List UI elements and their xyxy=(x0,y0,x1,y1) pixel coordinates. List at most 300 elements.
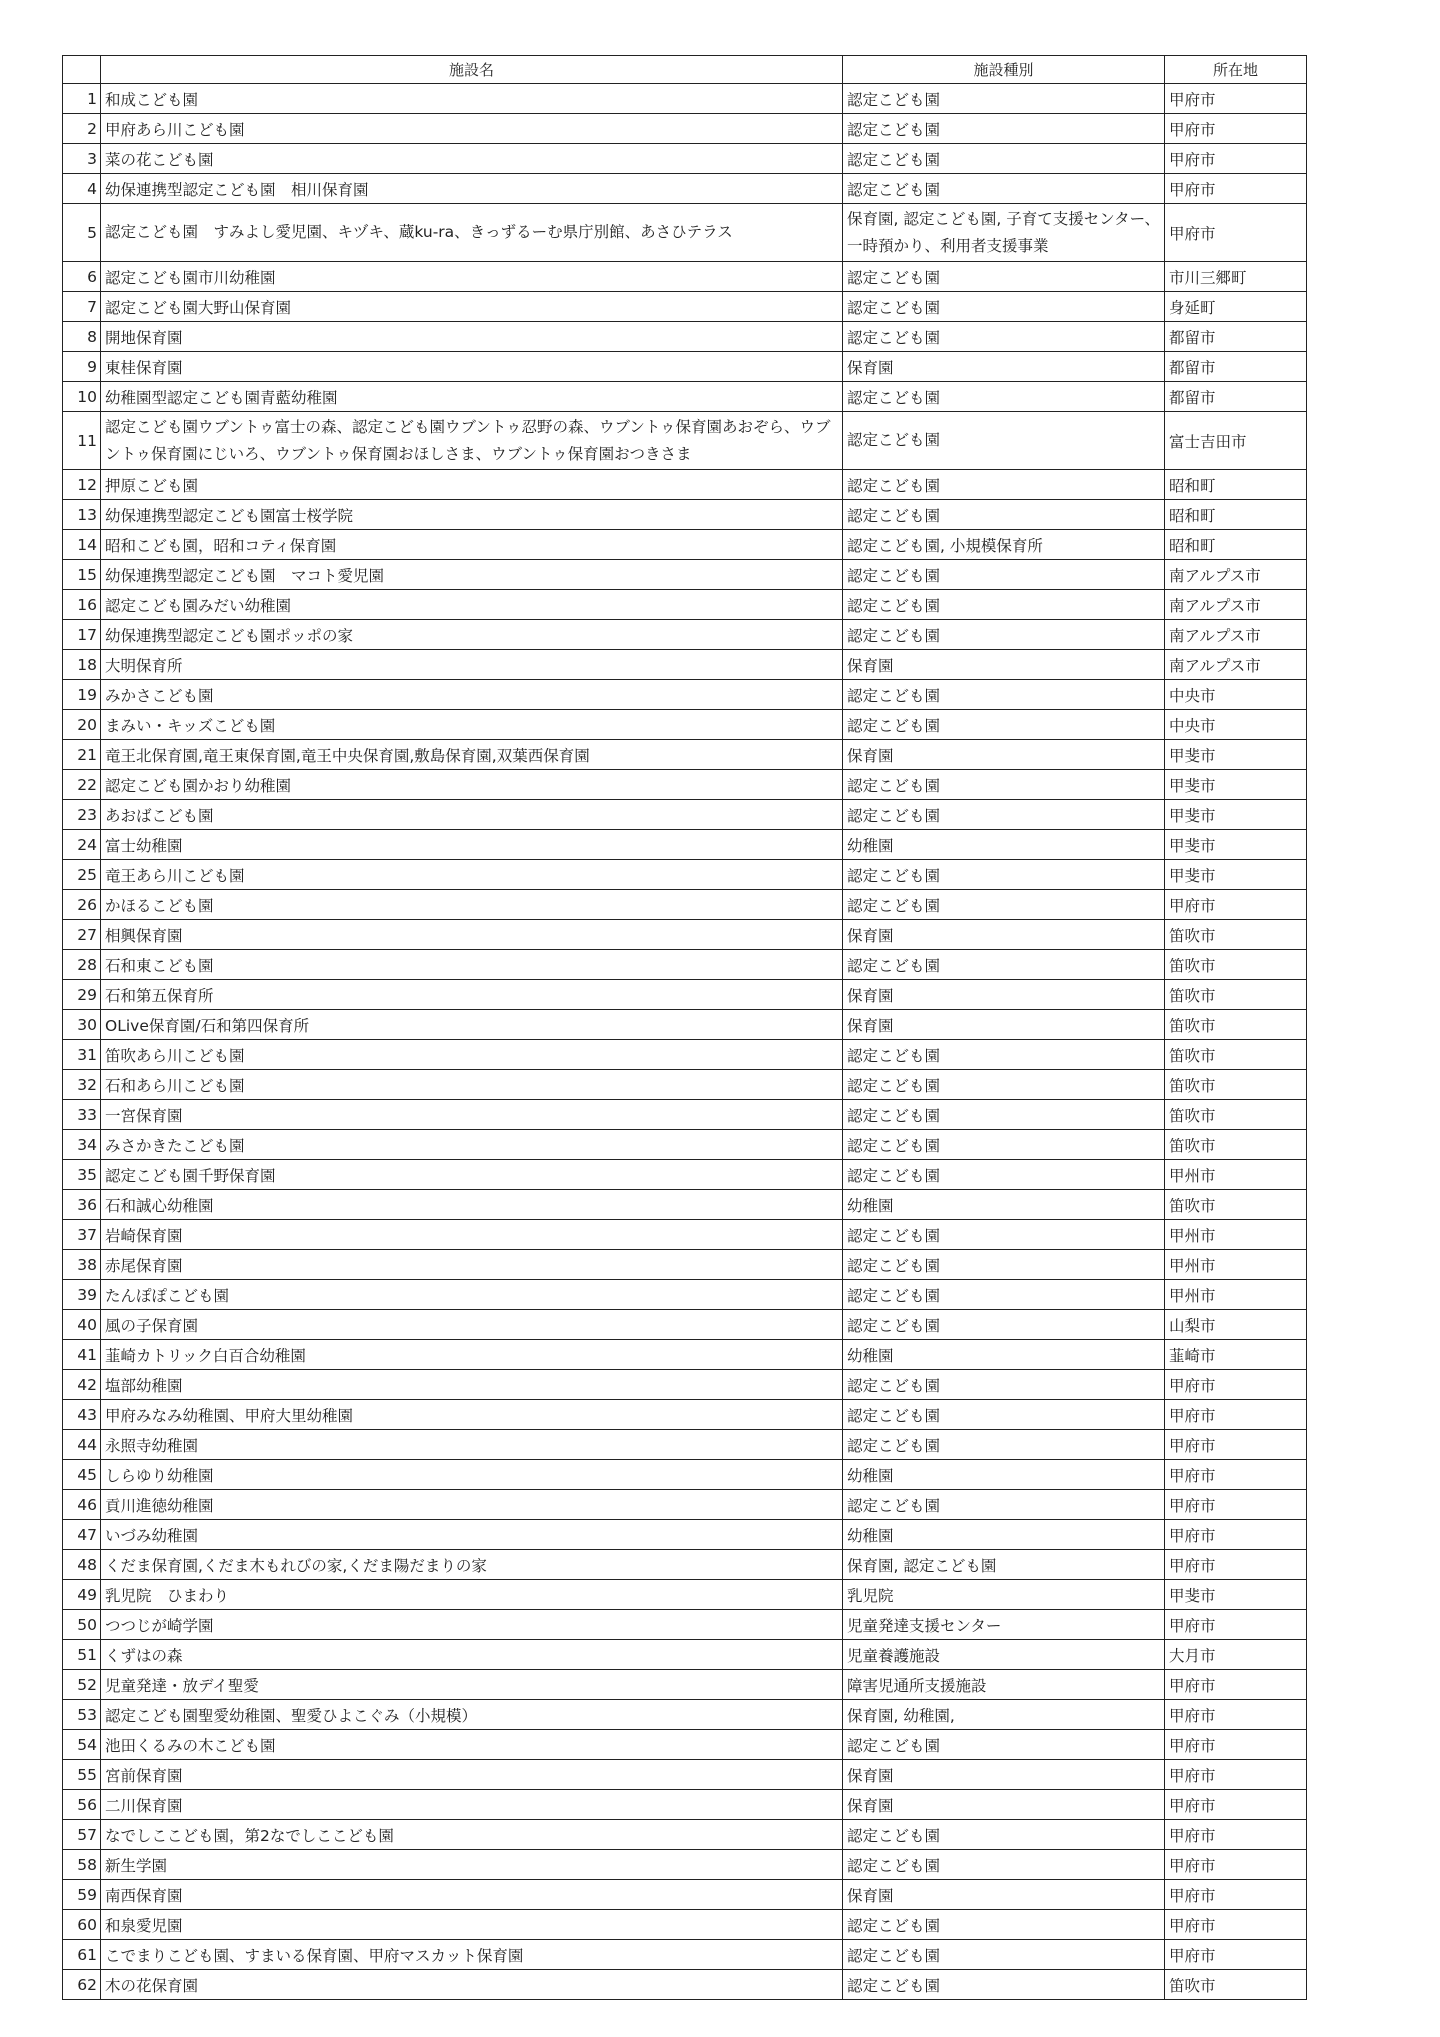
facility-location: 笛吹市 xyxy=(1165,980,1307,1010)
facility-name: 菜の花こども園 xyxy=(101,144,843,174)
row-number: 53 xyxy=(63,1700,101,1730)
table-row xyxy=(63,144,1307,174)
row-number: 16 xyxy=(63,590,101,620)
facility-type: 認定こども園 xyxy=(843,710,1165,740)
facility-name: 木の花保育園 xyxy=(101,1970,843,2000)
facility-name: みさかきたこども園 xyxy=(101,1130,843,1160)
facility-type: 保育園 xyxy=(843,352,1165,382)
row-number: 15 xyxy=(63,560,101,590)
facility-location: 甲府市 xyxy=(1165,144,1307,174)
table-row xyxy=(63,1550,1307,1580)
facility-type: 幼稚園 xyxy=(843,1460,1165,1490)
table-row xyxy=(63,830,1307,860)
facility-name: くだま保育園,くだま木もれびの家,くだま陽だまりの家 xyxy=(101,1550,843,1580)
table-row xyxy=(63,770,1307,800)
facility-name: くずはの森 xyxy=(101,1640,843,1670)
row-number: 31 xyxy=(63,1040,101,1070)
facility-type: 児童養護施設 xyxy=(843,1640,1165,1670)
row-number: 54 xyxy=(63,1730,101,1760)
facility-type: 認定こども園 xyxy=(843,1130,1165,1160)
facility-name: 宮前保育園 xyxy=(101,1760,843,1790)
table-row xyxy=(63,352,1307,382)
facility-name: 認定こども園かおり幼稚園 xyxy=(101,770,843,800)
table-row xyxy=(63,740,1307,770)
row-number: 45 xyxy=(63,1460,101,1490)
facility-name: 児童発達・放デイ聖愛 xyxy=(101,1670,843,1700)
facility-name: 昭和こども園，昭和コティ保育園 xyxy=(101,530,843,560)
facility-location: 甲府市 xyxy=(1165,1670,1307,1700)
table-row xyxy=(63,1700,1307,1730)
facility-location: 笛吹市 xyxy=(1165,1130,1307,1160)
row-number: 58 xyxy=(63,1850,101,1880)
facility-location: 甲府市 xyxy=(1165,1550,1307,1580)
facility-type: 認定こども園 xyxy=(843,1280,1165,1310)
row-number: 43 xyxy=(63,1400,101,1430)
row-number: 32 xyxy=(63,1070,101,1100)
facility-type: 認定こども園 xyxy=(843,322,1165,352)
row-number: 1 xyxy=(63,84,101,114)
facility-name: いづみ幼稚園 xyxy=(101,1520,843,1550)
facility-type: 乳児院 xyxy=(843,1580,1165,1610)
facility-name: 赤尾保育園 xyxy=(101,1250,843,1280)
row-number: 33 xyxy=(63,1100,101,1130)
facility-name: 石和東こども園 xyxy=(101,950,843,980)
row-number: 37 xyxy=(63,1220,101,1250)
table-row xyxy=(63,890,1307,920)
row-number: 57 xyxy=(63,1820,101,1850)
facility-type: 認定こども園 xyxy=(843,770,1165,800)
facility-name: 新生学園 xyxy=(101,1850,843,1880)
facility-name: かほるこども園 xyxy=(101,890,843,920)
row-number: 4 xyxy=(63,174,101,204)
facility-location: 笛吹市 xyxy=(1165,1070,1307,1100)
table-row xyxy=(63,1130,1307,1160)
table-row xyxy=(63,84,1307,114)
facility-location: 甲斐市 xyxy=(1165,830,1307,860)
table-row xyxy=(63,710,1307,740)
facility-name: あおばこども園 xyxy=(101,800,843,830)
facility-type: 認定こども園 xyxy=(843,680,1165,710)
row-number: 23 xyxy=(63,800,101,830)
facility-name: こでまりこども園、すまいる保育園、甲府マスカット保育園 xyxy=(101,1940,843,1970)
facility-location: 甲府市 xyxy=(1165,1430,1307,1460)
facility-name: 認定こども園市川幼稚園 xyxy=(101,262,843,292)
table-row xyxy=(63,950,1307,980)
table-row xyxy=(63,1250,1307,1280)
table-row xyxy=(63,1220,1307,1250)
row-number: 50 xyxy=(63,1610,101,1640)
table-row xyxy=(63,1340,1307,1370)
row-number: 5 xyxy=(63,204,101,262)
facility-name: 東桂保育園 xyxy=(101,352,843,382)
row-number: 42 xyxy=(63,1370,101,1400)
facility-type: 認定こども園, 小規模保育所 xyxy=(843,530,1165,560)
row-number: 14 xyxy=(63,530,101,560)
facility-location: 甲府市 xyxy=(1165,1370,1307,1400)
facility-name: 認定こども園千野保育園 xyxy=(101,1160,843,1190)
row-number: 20 xyxy=(63,710,101,740)
row-number: 35 xyxy=(63,1160,101,1190)
facility-name: 韮崎カトリック白百合幼稚園 xyxy=(101,1340,843,1370)
facility-type: 認定こども園 xyxy=(843,1430,1165,1460)
facility-location: 甲府市 xyxy=(1165,1760,1307,1790)
table-row xyxy=(63,1940,1307,1970)
facility-name: 岩崎保育園 xyxy=(101,1220,843,1250)
table-row xyxy=(63,1520,1307,1550)
facility-location: 甲州市 xyxy=(1165,1280,1307,1310)
facility-name: なでしここども園，第2なでしここども園 xyxy=(101,1820,843,1850)
facility-type: 保育園 xyxy=(843,920,1165,950)
row-number: 30 xyxy=(63,1010,101,1040)
table-row xyxy=(63,1580,1307,1610)
facility-type: 幼稚園 xyxy=(843,1340,1165,1370)
row-number: 27 xyxy=(63,920,101,950)
facility-location: 大月市 xyxy=(1165,1640,1307,1670)
facility-type: 障害児通所支援施設 xyxy=(843,1670,1165,1700)
table-row xyxy=(63,1460,1307,1490)
facility-location: 笛吹市 xyxy=(1165,1100,1307,1130)
facility-type: 認定こども園 xyxy=(843,174,1165,204)
row-number: 6 xyxy=(63,262,101,292)
facility-location: 甲府市 xyxy=(1165,1940,1307,1970)
facility-name: 石和あら川こども園 xyxy=(101,1070,843,1100)
facility-location: 甲州市 xyxy=(1165,1160,1307,1190)
row-number: 19 xyxy=(63,680,101,710)
facility-location: 笛吹市 xyxy=(1165,1040,1307,1070)
facility-name: 石和第五保育所 xyxy=(101,980,843,1010)
row-number: 49 xyxy=(63,1580,101,1610)
header-location: 所在地 xyxy=(1165,56,1307,84)
facility-location: 甲州市 xyxy=(1165,1250,1307,1280)
row-number: 29 xyxy=(63,980,101,1010)
row-number: 11 xyxy=(63,412,101,470)
facility-name: 竜王北保育園,竜王東保育園,竜王中央保育園,敷島保育園,双葉西保育園 xyxy=(101,740,843,770)
facility-location: 南アルプス市 xyxy=(1165,560,1307,590)
facility-type: 認定こども園 xyxy=(843,950,1165,980)
facility-name: 南西保育園 xyxy=(101,1880,843,1910)
facility-type: 認定こども園 xyxy=(843,382,1165,412)
facility-type: 認定こども園 xyxy=(843,890,1165,920)
facility-type: 認定こども園 xyxy=(843,292,1165,322)
facility-name: 押原こども園 xyxy=(101,470,843,500)
facility-name: 認定こども園みだい幼稚園 xyxy=(101,590,843,620)
facility-type: 認定こども園 xyxy=(843,1490,1165,1520)
row-number: 2 xyxy=(63,114,101,144)
facility-name: 認定こども園聖愛幼稚園、聖愛ひよこぐみ（小規模） xyxy=(101,1700,843,1730)
facility-name: 竜王あら川こども園 xyxy=(101,860,843,890)
row-number: 52 xyxy=(63,1670,101,1700)
table-row xyxy=(63,1280,1307,1310)
table-row xyxy=(63,530,1307,560)
facility-location: 甲府市 xyxy=(1165,890,1307,920)
table-row xyxy=(63,1160,1307,1190)
facility-name: 相興保育園 xyxy=(101,920,843,950)
facility-type: 保育園 xyxy=(843,740,1165,770)
facility-location: 甲州市 xyxy=(1165,1220,1307,1250)
table-row xyxy=(63,1910,1307,1940)
row-number: 3 xyxy=(63,144,101,174)
facility-location: 甲府市 xyxy=(1165,1610,1307,1640)
row-number: 13 xyxy=(63,500,101,530)
row-number: 41 xyxy=(63,1340,101,1370)
table-row xyxy=(63,1070,1307,1100)
facility-location: 南アルプス市 xyxy=(1165,620,1307,650)
table-row xyxy=(63,1100,1307,1130)
facility-name: 幼保連携型認定こども園富士桜学院 xyxy=(101,500,843,530)
facility-location: 昭和町 xyxy=(1165,500,1307,530)
facility-type: 認定こども園 xyxy=(843,1820,1165,1850)
facility-name: 笛吹あら川こども園 xyxy=(101,1040,843,1070)
facility-location: 市川三郷町 xyxy=(1165,262,1307,292)
facility-location: 南アルプス市 xyxy=(1165,650,1307,680)
table-row xyxy=(63,560,1307,590)
table-row xyxy=(63,620,1307,650)
facility-name: 認定こども園 すみよし愛児園、キヅキ、蔵ku-ra、きっずるーむ県庁別館、あさひテラス xyxy=(101,204,843,262)
row-number: 12 xyxy=(63,470,101,500)
facility-name: 石和誠心幼稚園 xyxy=(101,1190,843,1220)
facility-name: 一宮保育園 xyxy=(101,1100,843,1130)
row-number: 48 xyxy=(63,1550,101,1580)
row-number: 62 xyxy=(63,1970,101,2000)
facility-name: 和成こども園 xyxy=(101,84,843,114)
row-number: 61 xyxy=(63,1940,101,1970)
facility-name: 貢川進徳幼稚園 xyxy=(101,1490,843,1520)
facility-location: 甲府市 xyxy=(1165,1490,1307,1520)
facility-type: 幼稚園 xyxy=(843,830,1165,860)
facility-type: 認定こども園 xyxy=(843,800,1165,830)
facility-type: 認定こども園 xyxy=(843,1070,1165,1100)
facility-location: 笛吹市 xyxy=(1165,1190,1307,1220)
facility-name: 幼保連携型認定こども園 相川保育園 xyxy=(101,174,843,204)
table-row xyxy=(63,1880,1307,1910)
facility-name: 甲府みなみ幼稚園、甲府大里幼稚園 xyxy=(101,1400,843,1430)
facility-type: 認定こども園 xyxy=(843,114,1165,144)
facility-location: 甲府市 xyxy=(1165,84,1307,114)
facility-type: 保育園, 幼稚園, xyxy=(843,1700,1165,1730)
facility-location: 甲斐市 xyxy=(1165,770,1307,800)
row-number: 10 xyxy=(63,382,101,412)
row-number: 60 xyxy=(63,1910,101,1940)
facility-type: 保育園, 認定こども園 xyxy=(843,1550,1165,1580)
facility-type: 保育園 xyxy=(843,980,1165,1010)
facility-name: 開地保育園 xyxy=(101,322,843,352)
facility-type: 保育園 xyxy=(843,1010,1165,1040)
table-row xyxy=(63,1640,1307,1670)
facility-location: 甲府市 xyxy=(1165,1460,1307,1490)
facility-type: 児童発達支援センター xyxy=(843,1610,1165,1640)
row-number: 39 xyxy=(63,1280,101,1310)
facility-name: たんぽぽこども園 xyxy=(101,1280,843,1310)
facility-location: 笛吹市 xyxy=(1165,950,1307,980)
facility-location: 笛吹市 xyxy=(1165,1010,1307,1040)
table-row xyxy=(63,1400,1307,1430)
facility-table xyxy=(62,55,1307,2000)
facility-name: 二川保育園 xyxy=(101,1790,843,1820)
facility-location: 中央市 xyxy=(1165,680,1307,710)
table-row xyxy=(63,114,1307,144)
facility-type: 認定こども園 xyxy=(843,412,1165,470)
row-number: 59 xyxy=(63,1880,101,1910)
table-row xyxy=(63,412,1307,470)
facility-name: 幼保連携型認定こども園ポッポの家 xyxy=(101,620,843,650)
row-number: 22 xyxy=(63,770,101,800)
table-row xyxy=(63,1730,1307,1760)
table-row xyxy=(63,1850,1307,1880)
row-number: 56 xyxy=(63,1790,101,1820)
row-number: 25 xyxy=(63,860,101,890)
table-row xyxy=(63,1010,1307,1040)
table-row xyxy=(63,1040,1307,1070)
table-row xyxy=(63,1790,1307,1820)
facility-location: 甲府市 xyxy=(1165,1880,1307,1910)
facility-type: 認定こども園 xyxy=(843,1910,1165,1940)
table-row xyxy=(63,650,1307,680)
facility-location: 甲府市 xyxy=(1165,1400,1307,1430)
facility-name: 永照寺幼稚園 xyxy=(101,1430,843,1460)
header-row xyxy=(63,56,1307,84)
table-row xyxy=(63,204,1307,262)
facility-type: 幼稚園 xyxy=(843,1520,1165,1550)
facility-location: 韮崎市 xyxy=(1165,1340,1307,1370)
table-row xyxy=(63,292,1307,322)
facility-type: 認定こども園 xyxy=(843,1310,1165,1340)
facility-location: 富士吉田市 xyxy=(1165,412,1307,470)
facility-location: 甲府市 xyxy=(1165,114,1307,144)
facility-location: 甲府市 xyxy=(1165,1910,1307,1940)
facility-location: 甲府市 xyxy=(1165,1820,1307,1850)
header-facility-type: 施設種別 xyxy=(843,56,1165,84)
facility-name: 池田くるみの木こども園 xyxy=(101,1730,843,1760)
facility-type: 保育園 xyxy=(843,1790,1165,1820)
table-row xyxy=(63,1430,1307,1460)
facility-type: 認定こども園 xyxy=(843,1160,1165,1190)
row-number: 8 xyxy=(63,322,101,352)
facility-name: 乳児院 ひまわり xyxy=(101,1580,843,1610)
table-row xyxy=(63,1670,1307,1700)
table-row xyxy=(63,470,1307,500)
table-row xyxy=(63,1490,1307,1520)
facility-location: 甲府市 xyxy=(1165,1730,1307,1760)
table-row xyxy=(63,262,1307,292)
facility-name: 風の子保育園 xyxy=(101,1310,843,1340)
table-row xyxy=(63,860,1307,890)
facility-location: 甲府市 xyxy=(1165,174,1307,204)
header-no xyxy=(63,56,101,84)
row-number: 9 xyxy=(63,352,101,382)
facility-type: 保育園 xyxy=(843,650,1165,680)
table-row xyxy=(63,680,1307,710)
facility-location: 南アルプス市 xyxy=(1165,590,1307,620)
facility-name: 幼保連携型認定こども園 マコト愛児園 xyxy=(101,560,843,590)
table-row xyxy=(63,1190,1307,1220)
facility-type: 幼稚園 xyxy=(843,1190,1165,1220)
facility-type: 認定こども園 xyxy=(843,470,1165,500)
facility-type: 保育園 xyxy=(843,1880,1165,1910)
table-row xyxy=(63,1820,1307,1850)
facility-type: 認定こども園 xyxy=(843,1940,1165,1970)
facility-type: 認定こども園 xyxy=(843,1040,1165,1070)
table-row xyxy=(63,920,1307,950)
facility-location: 甲斐市 xyxy=(1165,1580,1307,1610)
facility-type: 認定こども園 xyxy=(843,620,1165,650)
facility-name: OLive保育園/石和第四保育所 xyxy=(101,1010,843,1040)
header-facility-name: 施設名 xyxy=(101,56,843,84)
table-row xyxy=(63,174,1307,204)
facility-type: 認定こども園 xyxy=(843,1100,1165,1130)
facility-location: 昭和町 xyxy=(1165,470,1307,500)
row-number: 34 xyxy=(63,1130,101,1160)
facility-location: 中央市 xyxy=(1165,710,1307,740)
row-number: 46 xyxy=(63,1490,101,1520)
facility-name: 和泉愛児園 xyxy=(101,1910,843,1940)
facility-location: 都留市 xyxy=(1165,352,1307,382)
facility-name: つつじが崎学園 xyxy=(101,1610,843,1640)
facility-type: 認定こども園 xyxy=(843,1730,1165,1760)
facility-name: 富士幼稚園 xyxy=(101,830,843,860)
facility-name: 塩部幼稚園 xyxy=(101,1370,843,1400)
facility-type: 認定こども園 xyxy=(843,1220,1165,1250)
table-row xyxy=(63,1970,1307,2000)
facility-location: 都留市 xyxy=(1165,322,1307,352)
facility-type: 認定こども園 xyxy=(843,1400,1165,1430)
facility-type: 認定こども園 xyxy=(843,560,1165,590)
facility-location: 甲府市 xyxy=(1165,1790,1307,1820)
row-number: 26 xyxy=(63,890,101,920)
table-row xyxy=(63,322,1307,352)
facility-location: 甲府市 xyxy=(1165,1850,1307,1880)
facility-type: 認定こども園 xyxy=(843,1370,1165,1400)
row-number: 21 xyxy=(63,740,101,770)
facility-location: 笛吹市 xyxy=(1165,1970,1307,2000)
row-number: 40 xyxy=(63,1310,101,1340)
facility-type: 認定こども園 xyxy=(843,144,1165,174)
facility-type: 保育園, 認定こども園, 子育て支援センター、一時預かり、利用者支援事業 xyxy=(843,204,1165,262)
facility-name: 幼稚園型認定こども園青藍幼稚園 xyxy=(101,382,843,412)
table-row xyxy=(63,1760,1307,1790)
facility-location: 甲斐市 xyxy=(1165,860,1307,890)
row-number: 47 xyxy=(63,1520,101,1550)
facility-name: 認定こども園ウブントゥ富士の森、認定こども園ウブントゥ忍野の森、ウブントゥ保育園あおぞら、ウブントゥ保育園にじいろ、ウブントゥ保育園おほしさま、ウブントゥ保育園おつきさま xyxy=(101,412,843,470)
table-row xyxy=(63,1370,1307,1400)
table-row xyxy=(63,500,1307,530)
facility-type: 認定こども園 xyxy=(843,1850,1165,1880)
table-row xyxy=(63,382,1307,412)
table-row xyxy=(63,980,1307,1010)
table-row xyxy=(63,1310,1307,1340)
facility-location: 身延町 xyxy=(1165,292,1307,322)
row-number: 17 xyxy=(63,620,101,650)
table-row xyxy=(63,800,1307,830)
facility-location: 笛吹市 xyxy=(1165,920,1307,950)
facility-location: 昭和町 xyxy=(1165,530,1307,560)
facility-location: 甲斐市 xyxy=(1165,800,1307,830)
row-number: 55 xyxy=(63,1760,101,1790)
facility-name: 大明保育所 xyxy=(101,650,843,680)
facility-name: しらゆり幼稚園 xyxy=(101,1460,843,1490)
facility-type: 認定こども園 xyxy=(843,590,1165,620)
facility-name: みかさこども園 xyxy=(101,680,843,710)
row-number: 7 xyxy=(63,292,101,322)
row-number: 44 xyxy=(63,1430,101,1460)
facility-type: 認定こども園 xyxy=(843,84,1165,114)
row-number: 24 xyxy=(63,830,101,860)
facility-type: 認定こども園 xyxy=(843,1250,1165,1280)
facility-type: 保育園 xyxy=(843,1760,1165,1790)
row-number: 38 xyxy=(63,1250,101,1280)
table-row xyxy=(63,1610,1307,1640)
facility-type: 認定こども園 xyxy=(843,860,1165,890)
facility-type: 認定こども園 xyxy=(843,500,1165,530)
